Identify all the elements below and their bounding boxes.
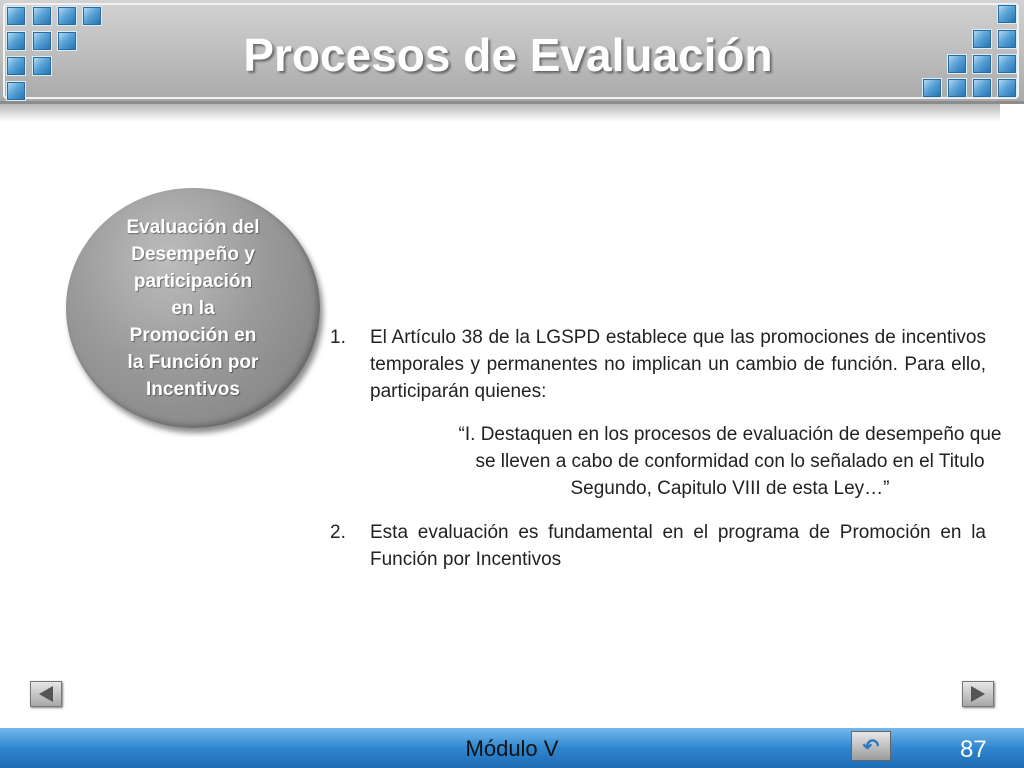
tile: [972, 78, 992, 98]
tile: [6, 31, 26, 51]
tile: [922, 78, 942, 98]
list-item-number: 2.: [330, 522, 346, 543]
tile: [947, 78, 967, 98]
topic-oval: [66, 188, 320, 428]
prev-arrow-icon: [39, 686, 53, 702]
tile: [997, 4, 1017, 24]
tile: [82, 6, 102, 26]
return-button[interactable]: [851, 731, 891, 761]
law-quote: “I. Destaquen en los procesos de evaluación de desempeño que se lleven a cabo de conformidad con lo señalado en el Titulo Segundo, Capitulo VIII de esta Ley…”: [458, 424, 1002, 499]
next-slide-button[interactable]: [962, 681, 994, 707]
tile: [947, 54, 967, 74]
tile: [6, 56, 26, 76]
tile: [997, 29, 1017, 49]
tile: [997, 54, 1017, 74]
tile: [6, 81, 26, 101]
tile: [32, 56, 52, 76]
next-arrow-icon: [971, 686, 985, 702]
slide-header: [0, 0, 1024, 104]
tile: [6, 6, 26, 26]
list-item-text: El Artículo 38 de la LGSPD establece que las promociones de incentivos temporales y permanentes no implican un cambio de función. Para ello, participarán quienes:: [370, 327, 986, 402]
slide-title: Procesos de Evaluación: [243, 29, 773, 81]
list-item-number: 1.: [330, 327, 346, 348]
list-item: [330, 324, 1002, 502]
header-shadow: [0, 104, 1000, 122]
content-list: [330, 324, 1002, 573]
tile: [972, 54, 992, 74]
page-number: 87: [960, 736, 987, 763]
return-icon: ↶: [862, 735, 880, 758]
tile: [32, 6, 52, 26]
list-item: [330, 519, 986, 573]
tile: [972, 29, 992, 49]
list-item-text: Esta evaluación es fundamental en el programa de Promoción en la Función por Incentivos: [370, 522, 986, 570]
tile: [57, 31, 77, 51]
tile: [32, 31, 52, 51]
previous-slide-button[interactable]: [30, 681, 62, 707]
tile: [57, 6, 77, 26]
topic-oval-text: Evaluación del Desempeño y participación en la Promoción en la Función por Incentivos: [126, 216, 260, 400]
module-label: Módulo V: [465, 736, 559, 761]
tile: [997, 78, 1017, 98]
